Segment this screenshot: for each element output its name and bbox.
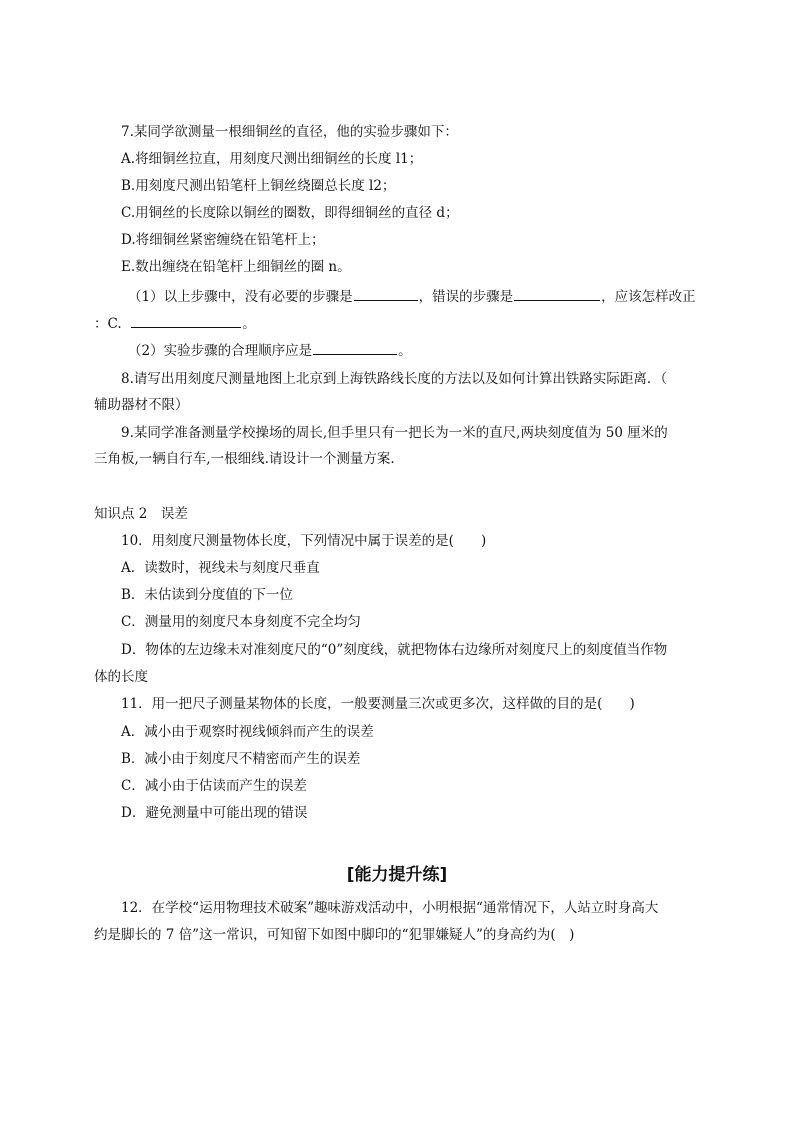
q7-part2 (128, 340, 412, 361)
q10-option-d: D．物体的左边缘未对准刻度尺的“0”刻度线，就把物体右边缘所对刻度尺上的刻度值当作物 (121, 642, 668, 658)
answer-blank-4[interactable] (313, 340, 397, 355)
q8-line1: 8.请写出用刻度尺测量地图上北京到上海铁路线长度的方法以及如何计算出铁路实际距离．（ (121, 371, 668, 387)
knowledge-point-heading: 知识点 2 误差 (94, 506, 188, 522)
q7-part2-text-b: 。 (398, 343, 412, 359)
q10-option-a: A．读数时，视线未与刻度尺垂直 (121, 560, 320, 576)
q12-line2: 约是脚长的 7 倍”这一常识，可知留下如图中脚印的“犯罪嫌疑人”的身高约为( ) (94, 927, 575, 943)
q7-step-c: C.用铜丝的长度除以铜丝的圈数，即得细铜丝的直径 d； (121, 205, 459, 221)
q7-step-b: B.用刻度尺测出铅笔杆上铜丝绕圈总长度 l2； (121, 178, 396, 194)
q8-line2: 辅助器材不限） (94, 397, 189, 413)
q7-part2-text-a: （2）实验步骤的合理顺序应是 (128, 343, 313, 359)
q11-option-b: B．减小由于刻度尺不精密而产生的误差 (121, 751, 361, 767)
q9-line1: 9.某同学准备测量学校操场的周长,但手里只有一把长为一米的直尺,两块刻度值为 50 厘米的 (121, 425, 668, 441)
q11-option-d: D．避免测量中可能出现的错误 (121, 805, 308, 821)
q11-stem: 11．用一把尺子测量某物体的长度，一般要测量三次或更多次，这样做的目的是( ) (121, 696, 635, 712)
q7-step-d: D.将细铜丝紧密缠绕在铅笔杆上； (121, 232, 325, 248)
q11-option-a: A．减小由于观察时视线倾斜而产生的误差 (121, 724, 374, 740)
q7-step-e: E.数出缠绕在铅笔杆上细铜丝的圈 n。 (121, 259, 351, 275)
q7-part1-text-e: 。 (242, 316, 256, 332)
q12-line1: 12．在学校“运用物理技术破案”趣味游戏活动中，小明根据“通常情况下，人站立时身高大 (121, 900, 659, 916)
q7-part1-text-b: ，错误的步骤是 (418, 289, 514, 305)
q7-part1 (128, 286, 696, 307)
q7-part1-text-c: ，应该怎样改正 (601, 289, 696, 305)
q7-part1-text-a: （1）以上步骤中，没有必要的步骤是 (128, 289, 353, 305)
q7-step-a: A.将细铜丝拉直，用刻度尺测出细铜丝的长度 l1； (121, 151, 423, 167)
q10-option-c: C．测量用的刻度尺本身刻度不完全均匀 (121, 614, 361, 630)
answer-blank-1[interactable] (354, 286, 418, 301)
q7-part1-text-d: ：C. (94, 316, 122, 332)
section-title: [能力提升练] (346, 865, 448, 885)
q10-option-b: B．未估读到分度值的下一位 (121, 587, 293, 603)
q9-line2: 三角板,一辆自行车,一根细线.请设计一个测量方案. (94, 451, 395, 467)
q11-option-c: C．减小由于估读而产生的误差 (121, 778, 307, 794)
q10-stem: 10．用刻度尺测量物体长度，下列情况中属于误差的是( ) (121, 533, 487, 549)
q7-part1-cont (94, 313, 256, 334)
answer-blank-3[interactable] (131, 313, 241, 328)
q7-stem: 7.某同学欲测量一根细铜丝的直径，他的实验步骤如下： (121, 124, 458, 140)
answer-blank-2[interactable] (514, 286, 600, 301)
q10-option-d-cont: 体的长度 (94, 669, 148, 685)
